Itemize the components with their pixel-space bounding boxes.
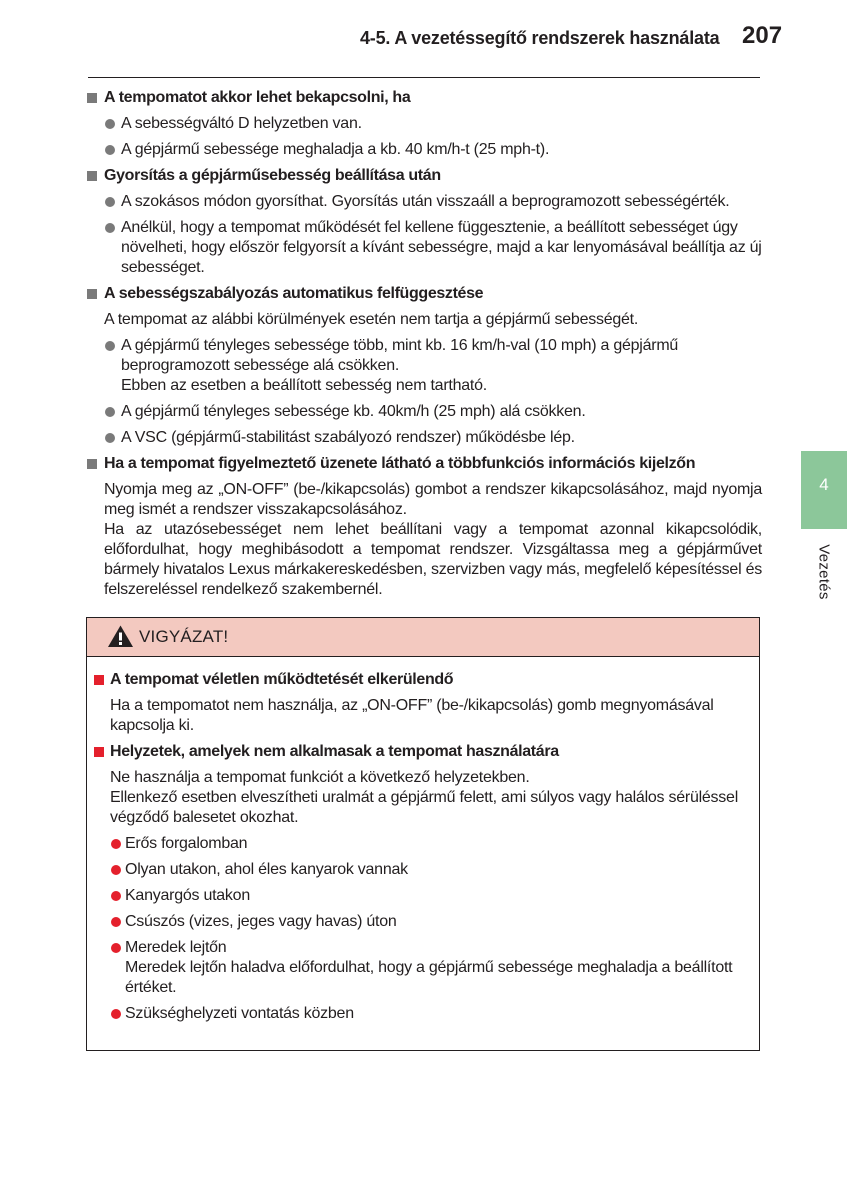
caution-box [86, 617, 760, 1051]
list-item: Olyan utakon, ahol éles kanyarok vannak [93, 860, 751, 880]
list-item: A sebességváltó D helyzetben van. [86, 114, 762, 134]
caution-body [93, 670, 751, 1030]
list-item: A gépjármű sebessége meghaladja a kb. 40 km/h-t (25 mph-t). [86, 140, 762, 160]
main-content [86, 88, 762, 600]
chapter-side-label: Vezetés [815, 544, 833, 600]
caution-paragraph: Ne használja a tempomat funkciót a következő helyzetekben. Ellenkező esetben elveszítheti uralmát a gépjármű felett, ami súlyos vagy halálos sérüléssel végződő balesetet okozhat. [110, 769, 738, 826]
header-divider [88, 77, 760, 78]
list-item: Erős forgalomban [93, 834, 751, 854]
section-intro: A tempomat az alábbi körülmények esetén nem tartja a gépjármű sebességét. [104, 311, 639, 328]
round-bullet-icon [111, 865, 121, 875]
round-bullet-icon [111, 917, 121, 927]
section-heading: A tempomatot akkor lehet bekapcsolni, ha [86, 88, 762, 108]
list-item: Kanyargós utakon [93, 886, 751, 906]
list-item: Szükséghelyzeti vontatás közben [93, 1004, 751, 1024]
round-bullet-icon [105, 341, 115, 351]
square-bullet-icon [94, 675, 104, 685]
section-heading: Ha a tempomat figyelmeztető üzenete látható a többfunkciós információs kijelzőn [86, 454, 762, 474]
square-bullet-icon [94, 747, 104, 757]
round-bullet-icon [111, 943, 121, 953]
list-item: A VSC (gépjármű-stabilitást szabályozó rendszer) működésbe lép. [86, 428, 762, 448]
section-heading: A sebességszabályozás automatikus felfüggesztése [86, 284, 762, 304]
caution-paragraph: Ha a tempomatot nem használja, az „ON-OFF” (be-/kikapcsolás) gomb megnyomásával kapcsolja ki. [110, 697, 714, 734]
list-item: A szokásos módon gyorsíthat. Gyorsítás után visszaáll a beprogramozott sebességérték. [86, 192, 762, 212]
round-bullet-icon [105, 119, 115, 129]
square-bullet-icon [87, 171, 97, 181]
round-bullet-icon [105, 433, 115, 443]
round-bullet-icon [105, 145, 115, 155]
list-item: Meredek lejtőn Meredek lejtőn haladva előfordulhat, hogy a gépjármű sebessége meghaladja a beállított értéket. [93, 938, 751, 998]
square-bullet-icon [87, 93, 97, 103]
caution-section-heading: Helyzetek, amelyek nem alkalmasak a tempomat használatára [93, 742, 751, 762]
page-number: 207 [742, 22, 783, 49]
list-item-note: Meredek lejtőn haladva előfordulhat, hogy a gépjármű sebessége meghaladja a beállított értéket. [125, 959, 733, 996]
list-item: A gépjármű tényleges sebessége több, mint kb. 16 km/h-val (10 mph) a gépjármű beprogramozott sebessége alá csökken. Ebben az esetben a beállított sebesség nem tartható. [86, 336, 762, 396]
list-item-note: Ebben az esetben a beállított sebesség nem tartható. [121, 377, 487, 394]
caution-section-heading: A tempomat véletlen működtetését elkerülendő [93, 670, 751, 690]
round-bullet-icon [105, 197, 115, 207]
round-bullet-icon [105, 407, 115, 417]
caution-title: VIGYÁZAT! [139, 627, 229, 646]
round-bullet-icon [111, 891, 121, 901]
warning-triangle-icon [107, 624, 134, 648]
list-item: Anélkül, hogy a tempomat működését fel kellene függesztenie, a beállított sebességet úgy növelheti, hogy először felgyorsít a kívánt sebességre, majd a kar lenyomásával beállítja az új sebességet. [86, 218, 762, 278]
round-bullet-icon [111, 1009, 121, 1019]
chapter-title: 4-5. A vezetéssegítő rendszerek használata [360, 28, 720, 48]
list-item: A gépjármű tényleges sebessége kb. 40km/h (25 mph) alá csökken. [86, 402, 762, 422]
list-item: Csúszós (vizes, jeges vagy havas) úton [93, 912, 751, 932]
square-bullet-icon [87, 289, 97, 299]
square-bullet-icon [87, 459, 97, 469]
round-bullet-icon [111, 839, 121, 849]
caution-header [87, 618, 759, 657]
round-bullet-icon [105, 223, 115, 233]
chapter-side-tab[interactable] [801, 451, 847, 529]
section-paragraph: Nyomja meg az „ON-OFF” (be-/kikapcsolás) gombot a rendszer kikapcsolásához, majd nyomja meg ismét a rendszer visszakapcsolásához. Ha az utazósebességet nem lehet beállítani vagy a tempomat azonnal kikapcsolódik, előfordulhat, hogy meghibásodott a tempomat rendszer. Vizsgáltassa meg a gépjárművet bármely hivatalos Lexus márkakereskedésben, szervizben vagy más, megfelelő képesítéssel és felszereléssel rendelkező szakembernél. [104, 481, 762, 598]
chapter-number: 4 [819, 475, 829, 494]
section-heading: Gyorsítás a gépjárműsebesség beállítása után [86, 166, 762, 186]
